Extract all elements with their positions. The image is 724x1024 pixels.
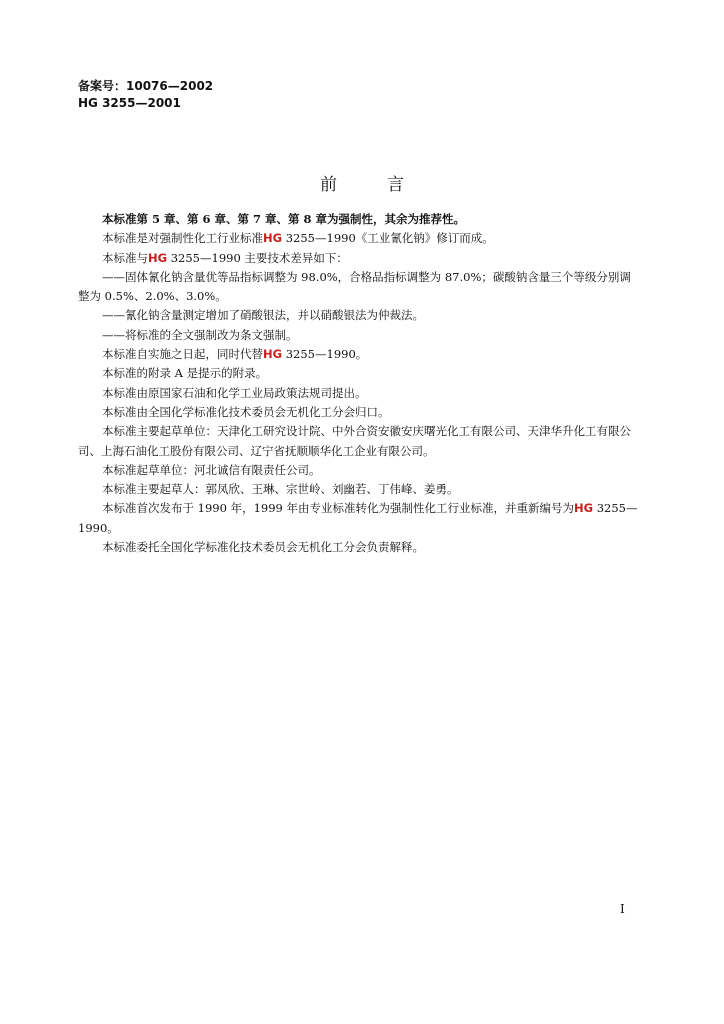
- standard-number: HG 3255—2001: [78, 96, 181, 110]
- page-number: I: [620, 902, 625, 916]
- paragraph-difference-content: ——固体氰化钠含量优等品指标调整为 98.0%，合格品指标调整为 87.0%；碳酸钠含量三个等级分别调整为 0.5%、2.0%、3.0%。: [78, 269, 631, 304]
- paragraph-drafters: 本标准主要起草人：郭凤欣、王琳、宗世岭、刘幽若、丁伟峰、姜勇。: [102, 482, 459, 497]
- paragraph-difference-method: ——氰化钠含量测定增加了硝酸银法，并以硝酸银法为仲裁法。: [102, 308, 424, 323]
- standard-code-highlight: HG: [574, 501, 594, 516]
- paragraph-text: 本标准与: [102, 250, 148, 265]
- standard-code-highlight: HG: [148, 250, 168, 265]
- paragraph-difference-enforcement: ——将标准的全文强制改为条文强制。: [102, 327, 298, 342]
- filing-number: 备案号：10076—2002: [78, 79, 214, 93]
- paragraph-centralized: 本标准由全国化学标准化技术委员会无机化工分会归口。: [102, 404, 390, 419]
- paragraph-replacement: [78, 345, 638, 364]
- paragraph-text: 3255—1990。: [282, 347, 368, 362]
- standard-code-highlight: HG: [263, 347, 283, 362]
- paragraph-proposer: 本标准由原国家石油和化学工业局政策法规司提出。: [102, 385, 367, 400]
- foreword-body: [78, 210, 638, 557]
- paragraph-revision-basis: [78, 229, 638, 248]
- paragraph-drafting-unit: 本标准起草单位：河北诚信有限责任公司。: [102, 462, 321, 477]
- paragraph-appendix: 本标准的附录 A 是提示的附录。: [102, 366, 268, 381]
- paragraph-history: [78, 499, 638, 538]
- paragraph-text: 3255—1990《工业氰化钠》修订而成。: [282, 231, 494, 246]
- paragraph-text: 3255—1990。: [78, 501, 638, 535]
- standard-code-highlight: HG: [263, 231, 283, 246]
- document-header: [78, 78, 213, 112]
- paragraph-differences-intro: [78, 249, 638, 268]
- paragraph-interpretation: 本标准委托全国化学标准化技术委员会无机化工分会负责解释。: [102, 540, 424, 555]
- paragraph-text: 本标准自实施之日起，同时代替: [102, 347, 263, 362]
- paragraph-mandatory-chapters: 本标准第 5 章、第 6 章、第 7 章、第 8 章为强制性，其余为推荐性。: [102, 212, 466, 226]
- page-title: 前言: [320, 175, 454, 195]
- paragraph-main-drafters-units: 本标准主要起草单位：天津化工研究设计院、中外合资安徽安庆曙光化工有限公司、天津华升化工有限公司、上海石油化工股份有限公司、辽宁省抚顺顺华化工企业有限公司。: [78, 424, 631, 458]
- paragraph-text: 本标准是对强制性化工行业标准: [102, 231, 263, 246]
- paragraph-text: 本标准首次发布于 1990 年，1999 年由专业标准转化为强制性化工行业标准，并重新编号为: [102, 501, 574, 516]
- paragraph-text: 3255—1990 主要技术差异如下：: [167, 250, 348, 265]
